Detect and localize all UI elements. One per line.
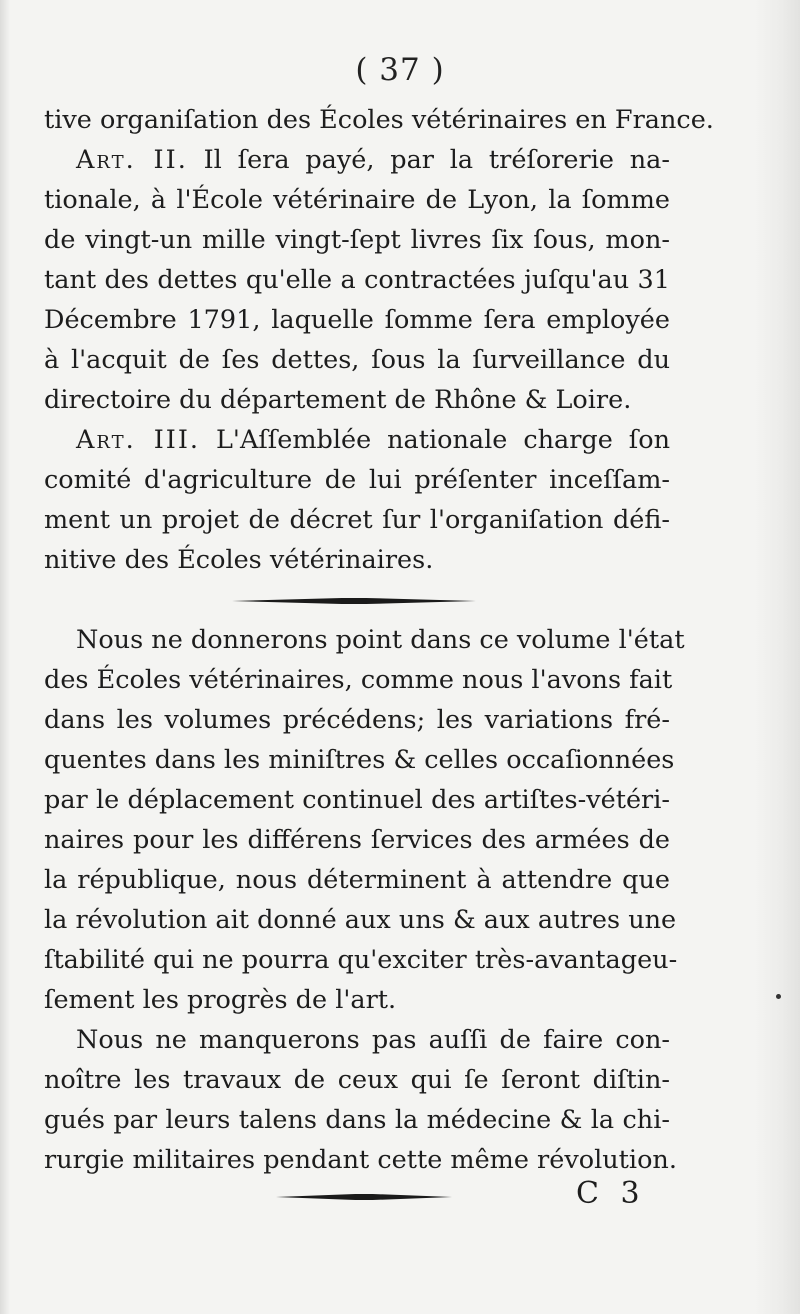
text-line: par le déplacement continuel des artiſtes-vétéri- [44, 785, 670, 815]
text-line: Décembre 1791, laquelle ſomme ſera employée [44, 305, 670, 335]
text-line: à l'acquit de ſes dettes, ſous la ſurveillance du [44, 345, 670, 375]
text-line: comité d'agriculture de lui préſenter inceſſam- [44, 465, 670, 495]
text-line: quentes dans les miniſtres & celles occaſionnées [44, 745, 675, 775]
text-line: Nous ne manquerons pas auſſi de faire con- [76, 1025, 670, 1055]
article-3-label: Art. III. [76, 425, 201, 455]
article-2-first-line [44, 140, 670, 180]
text-line: tant des dettes qu'elle a contractées juſqu'au 31 [44, 265, 670, 295]
text-line: directoire du département de Rhône & Loire. [44, 385, 632, 415]
text-line: tionale, à l'École vétérinaire de Lyon, la ſomme [44, 185, 670, 215]
text-line: L'Aſſemblée nationale charge ſon [216, 425, 670, 455]
ink-spot [776, 994, 781, 999]
article-2-label: Art. II. [76, 145, 188, 175]
text-line: Nous ne donnerons point dans ce volume l'état [76, 625, 685, 655]
text-line: de vingt-un mille vingt-ſept livres ſix ſous, mon- [44, 225, 670, 255]
text-line: ſement les progrès de l'art. [44, 985, 397, 1015]
article-3-first-line [44, 420, 670, 460]
text-line: la république, nous déterminent à attendre que [44, 865, 670, 895]
footer-divider [276, 1194, 452, 1200]
text-line: Il ſera payé, par la tréſorerie na- [203, 145, 670, 175]
signature-mark: C 3 [576, 1176, 646, 1211]
text-line: dans les volumes précédens; les variations fré- [44, 705, 670, 735]
page-edge-left [0, 0, 10, 1314]
text-line: naires pour les différens ſervices des armées de [44, 825, 670, 855]
text-line: nitive des Écoles vétérinaires. [44, 545, 434, 575]
text-line: noître les travaux de ceux qui ſe ſeront diſtin- [44, 1065, 670, 1095]
section-divider [232, 598, 476, 604]
text-line: ment un projet de décret ſur l'organiſation défi- [44, 505, 670, 535]
text-line: ſtabilité qui ne pourra qu'exciter très-avantageu- [44, 945, 678, 975]
text-line: des Écoles vétérinaires, comme nous l'avons fait [44, 665, 673, 695]
text-line: rurgie militaires pendant cette même révolution. [44, 1145, 677, 1175]
text-line: la révolution ait donné aux uns & aux autres une [44, 905, 677, 935]
page-number: ( 37 ) [355, 52, 445, 88]
text-line: tive organiſation des Écoles vétérinaires en France. [44, 105, 714, 135]
page-edge-right [754, 0, 800, 1314]
text-line: gués par leurs talens dans la médecine & la chi- [44, 1105, 670, 1135]
